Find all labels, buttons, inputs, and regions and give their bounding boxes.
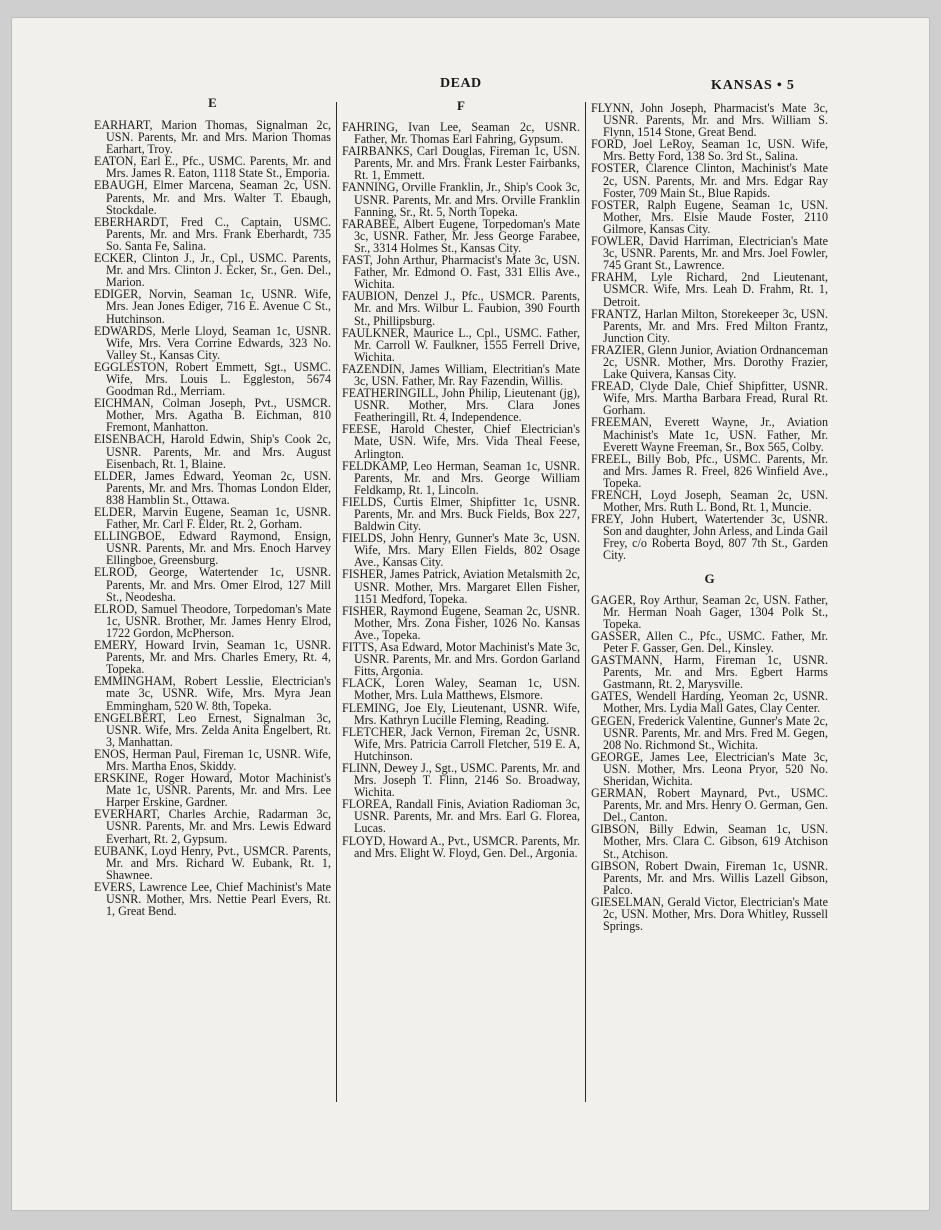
- list-item: FISHER, James Patrick, Aviation Metalsmith 2c, USNR. Mother, Mrs. Margaret Ellen Fisher, 1151 Medford, Topeka.: [342, 567, 580, 606]
- list-item: ELDER, James Edward, Yeoman 2c, USN. Parents, Mr. and Mrs. Thomas London Elder, 838 Hamblin St., Ottawa.: [94, 468, 331, 507]
- list-item: FLETCHER, Jack Vernon, Fireman 2c, USNR. Wife, Mrs. Patricia Carroll Fletcher, 519 E. A, Hutchinson.: [342, 724, 580, 763]
- list-item: FAULKNER, Maurice L., Cpl., USMC. Father, Mr. Carroll W. Faulkner, 1555 Ferrell Drive, Wichita.: [342, 325, 580, 364]
- list-item: FREEMAN, Everett Wayne, Jr., Aviation Machinist's Mate 1c, USN. Father, Mr. Everett Wayne Freeman, Sr., Box 565, Colby.: [591, 415, 828, 454]
- column-3: [591, 102, 828, 932]
- list-item: GIESELMAN, Gerald Victor, Electrician's Mate 2c, USN. Mother, Mrs. Dora Whitley, Russell Springs.: [591, 894, 828, 934]
- list-item: FLOREA, Randall Finis, Aviation Radioman 3c, USNR. Parents, Mr. and Mrs. Earl G. Florea, Lucas.: [342, 797, 580, 836]
- list-item: ELDER, Marvin Eugene, Seaman 1c, USNR. Father, Mr. Carl F. Elder, Rt. 2, Gorham.: [94, 505, 331, 532]
- list-item: FEESE, Harold Chester, Chief Electrician's Mate, USN. Wife, Mrs. Vida Theal Feese, Arlington.: [342, 422, 580, 461]
- list-item: EATON, Earl E., Pfc., USMC. Parents, Mr. and Mrs. James R. Eaton, 1118 State St., Emporia.: [94, 154, 331, 181]
- list-item: EMERY, Howard Irvin, Seaman 1c, USNR. Parents, Mr. and Mrs. Charles Emery, Rt. 4, Topeka.: [94, 638, 331, 677]
- list-item: EISENBACH, Harold Edwin, Ship's Cook 2c, USNR. Parents, Mr. and Mrs. August Eisenbach, Rt. 1, Blaine.: [94, 432, 331, 471]
- list-item: GASSER, Allen C., Pfc., USMC. Father, Mr. Peter F. Gasser, Gen. Del., Kinsley.: [591, 628, 828, 655]
- state-and-page-number: KANSAS • 5: [711, 78, 795, 93]
- list-item: FREEL, Billy Bob, Pfc., USMC. Parents, Mr. and Mrs. James R. Freel, 826 Winfield Ave., Topeka.: [591, 451, 828, 490]
- list-item: ENOS, Herman Paul, Fireman 1c, USNR. Wife, Mrs. Martha Enos, Skiddy.: [94, 746, 331, 773]
- list-item: FOSTER, Ralph Eugene, Seaman 1c, USN. Mother, Mrs. Elsie Maude Foster, 2110 Gilmore, Kansas City.: [591, 197, 828, 236]
- list-item: GASTMANN, Harm, Fireman 1c, USNR. Parents, Mr. and Mrs. Egbert Harms Gastmann, Rt. 2, Marysville.: [591, 653, 828, 692]
- list-item: FIELDS, Curtis Elmer, Shipfitter 1c, USNR. Parents, Mr. and Mrs. Buck Fields, Box 227, Baldwin City.: [342, 494, 580, 534]
- list-item: GAGER, Roy Arthur, Seaman 2c, USN. Father, Mr. Herman Noah Gager, 1304 Polk St., Topeka.: [591, 592, 828, 631]
- list-item: FAST, John Arthur, Pharmacist's Mate 3c, USN. Father, Mr. Edmond O. Fast, 331 Ellis Ave., Wichita.: [342, 253, 580, 292]
- section-letter: G: [704, 570, 715, 586]
- column-2: [342, 96, 580, 859]
- list-item: FLACK, Loren Waley, Seaman 1c, USN. Mother, Mrs. Lula Matthews, Elsmore.: [342, 676, 580, 703]
- list-item: ECKER, Clinton J., Jr., Cpl., USMC. Parents, Mr. and Mrs. Clinton J. Ecker, Sr., Gen. Del., Marion.: [94, 251, 331, 290]
- list-item: GEORGE, James Lee, Electrician's Mate 3c, USN. Mother, Mrs. Leona Pryor, 520 No. Sheridan, Wichita.: [591, 749, 828, 788]
- list-item: FISHER, Raymond Eugene, Seaman 2c, USNR. Mother, Mrs. Zona Fisher, 1026 No. Kansas Ave., Topeka.: [342, 603, 580, 642]
- list-item: FREY, John Hubert, Watertender 3c, USNR. Son and daughter, John Arless, and Linda Gail Frey, c/o Roberta Boyd, 807 7th St., Garden City.: [591, 512, 828, 563]
- list-item: EDIGER, Norvin, Seaman 1c, USNR. Wife, Mrs. Jean Jones Ediger, 716 E. Avenue C St., Hutchinson.: [94, 287, 331, 326]
- column-1: [94, 96, 331, 917]
- list-item: FANNING, Orville Franklin, Jr., Ship's Cook 3c, USNR. Parents, Mr. and Mrs. Orville Franklin Fanning, Sr., Rt. 5, North Topeka.: [342, 180, 580, 219]
- list-item: FREAD, Clyde Dale, Chief Shipfitter, USNR. Wife, Mrs. Martha Barbara Fread, Rural Rt. Gorham.: [591, 379, 828, 418]
- column-divider-right: [585, 102, 586, 1102]
- section-letter: E: [208, 95, 217, 110]
- column-divider-left: [336, 102, 337, 1102]
- list-item: FORD, Joel LeRoy, Seaman 1c, USN. Wife, Mrs. Betty Ford, 138 So. 3rd St., Salina.: [591, 137, 828, 164]
- list-item: FLINN, Dewey J., Sgt., USMC. Parents, Mr. and Mrs. Joseph T. Flinn, 2146 So. Broadway, Wichita.: [342, 760, 580, 800]
- list-item: EBAUGH, Elmer Marcena, Seaman 2c, USN. Parents, Mr. and Mrs. Walter T. Ebaugh, Stockdale.: [94, 178, 331, 217]
- list-item: FLOYD, Howard A., Pvt., USMCR. Parents, Mr. and Mrs. Elight W. Floyd, Gen. Del., Argonia.: [342, 833, 580, 860]
- list-item: GIBSON, Robert Dwain, Fireman 1c, USNR. Parents, Mr. and Mrs. Willis Lazell Gibson, Palco.: [591, 858, 828, 897]
- list-item: EMMINGHAM, Robert Lesslie, Electrician's mate 3c, USNR. Wife, Mrs. Myra Jean Emmingham, 520 W. 8th, Topeka.: [94, 674, 331, 713]
- list-item: EBERHARDT, Fred C., Captain, USMC. Parents, Mr. and Mrs. Frank Eberhardt, 735 So. Santa Fe, Salina.: [94, 214, 331, 253]
- list-item: FAHRING, Ivan Lee, Seaman 2c, USNR. Father, Mr. Thomas Earl Fahring, Gypsum.: [342, 120, 580, 147]
- page-title: DEAD: [440, 76, 482, 91]
- list-item: GEGEN, Frederick Valentine, Gunner's Mate 2c, USNR. Parents, Mr. and Mrs. Fred M. Gegen, 208 No. Richmond St., Wichita.: [591, 713, 828, 752]
- list-item: GIBSON, Billy Edwin, Seaman 1c, USN. Mother, Mrs. Clara C. Gibson, 619 Atchison St., Atchison.: [591, 822, 828, 861]
- list-item: EDWARDS, Merle Lloyd, Seaman 1c, USNR. Wife, Mrs. Vera Corrine Edwards, 323 No. Valley St., Kansas City.: [94, 323, 331, 362]
- list-item: FOWLER, David Harriman, Electrician's Mate 3c, USNR. Parents, Mr. and Mrs. Joel Fowler, 745 Grant St., Lawrence.: [591, 234, 828, 273]
- list-item: FOSTER, Clarence Clinton, Machinist's Mate 2c, USN. Parents, Mr. and Mrs. Edgar Ray Foster, 709 Main St., Blue Rapids.: [591, 161, 828, 200]
- list-item: FRAHM, Lyle Richard, 2nd Lieutenant, USMCR. Wife, Mrs. Leah D. Frahm, Rt. 1, Detroit.: [591, 270, 828, 309]
- list-item: FRAZIER, Glenn Junior, Aviation Ordnanceman 2c, USNR. Mother, Mrs. Dorothy Frazier, Lake Quivera, Kansas City.: [591, 342, 828, 382]
- list-item: FRANTZ, Harlan Milton, Storekeeper 3c, USN. Parents, Mr. and Mrs. Fred Milton Frantz, Junction City.: [591, 306, 828, 345]
- list-item: FAUBION, Denzel J., Pfc., USMCR. Parents, Mr. and Mrs. Wilbur L. Faubion, 390 Fourth St., Phillipsburg.: [342, 289, 580, 328]
- list-item: ELROD, Samuel Theodore, Torpedoman's Mate 1c, USNR. Brother, Mr. James Henry Elrod, 1722 Gordon, McPherson.: [94, 601, 331, 640]
- list-item: EGGLESTON, Robert Emmett, Sgt., USMC. Wife, Mrs. Louis L. Eggleston, 5674 Goodman Rd., Merriam.: [94, 359, 331, 399]
- list-item: FRENCH, Loyd Joseph, Seaman 2c, USN. Mother, Mrs. Ruth L. Bond, Rt. 1, Muncie.: [591, 488, 828, 515]
- list-item: EARHART, Marion Thomas, Signalman 2c, USN. Parents, Mr. and Mrs. Marion Thomas Earhart, Troy.: [94, 118, 331, 157]
- list-item: FEATHERINGILL, John Philip, Lieutenant (jg), USNR. Mother, Mrs. Clara Jones Featheringill, Rt. 4, Independence.: [342, 386, 580, 425]
- list-item: EICHMAN, Colman Joseph, Pvt., USMCR. Mother, Mrs. Agatha B. Eichman, 810 Fremont, Manhatton.: [94, 396, 331, 435]
- section-letter: F: [457, 98, 465, 113]
- list-item: FELDKAMP, Leo Herman, Seaman 1c, USNR. Parents, Mr. and Mrs. George William Feldkamp, Rt. 1, Lincoln.: [342, 458, 580, 497]
- list-item: FLYNN, John Joseph, Pharmacist's Mate 3c, USNR. Parents, Mr. and Mrs. William S. Flynn, 1514 Stone, Great Bend.: [591, 101, 828, 140]
- list-item: FLEMING, Joe Ely, Lieutenant, USNR. Wife, Mrs. Kathryn Lucille Fleming, Reading.: [342, 700, 580, 727]
- list-item: EVERS, Lawrence Lee, Chief Machinist's Mate USNR. Mother, Mrs. Nettie Pearl Evers, Rt. 1, Great Bend.: [94, 879, 331, 919]
- list-item: FARABEE, Albert Eugene, Torpedoman's Mate 3c, USNR. Father, Mr. Jess George Farabee, Sr., 3314 Holmes St., Kansas City.: [342, 216, 580, 255]
- list-item: GATES, Wendell Harding, Yeoman 2c, USNR. Mother, Mrs. Lydia Mall Gates, Clay Center.: [591, 689, 828, 716]
- list-item: FIELDS, John Henry, Gunner's Mate 3c, USN. Wife, Mrs. Mary Ellen Fields, 802 Osage Ave., Kansas City.: [342, 531, 580, 570]
- list-item: EUBANK, Loyd Henry, Pvt., USMCR. Parents, Mr. and Mrs. Richard W. Eubank, Rt. 1, Shawnee.: [94, 843, 331, 882]
- list-item: FITTS, Asa Edward, Motor Machinist's Mate 3c, USNR. Parents, Mr. and Mrs. Gordon Garland Fitts, Argonia.: [342, 640, 580, 679]
- list-item: ELROD, George, Watertender 1c, USNR. Parents, Mr. and Mrs. Omer Elrod, 127 Mill St., Neodesha.: [94, 565, 331, 604]
- list-item: FAIRBANKS, Carl Douglas, Fireman 1c, USN. Parents, Mr. and Mrs. Frank Lester Fairbanks, Rt. 1, Emmett.: [342, 144, 580, 183]
- list-item: GERMAN, Robert Maynard, Pvt., USMC. Parents, Mr. and Mrs. Henry O. German, Gen. Del., Canton.: [591, 786, 828, 825]
- list-item: FAZENDIN, James William, Electritian's Mate 3c, USN. Father, Mr. Ray Fazendin, Willis.: [342, 361, 580, 388]
- list-item: EVERHART, Charles Archie, Radarman 3c, USNR. Parents, Mr. and Mrs. Lewis Edward Everhart, Rt. 2, Gypsum.: [94, 807, 331, 846]
- list-item: ENGELBERT, Leo Ernest, Signalman 3c, USNR. Wife, Mrs. Zelda Anita Engelbert, Rt. 3, Manhattan.: [94, 710, 331, 749]
- list-item: ELLINGBOE, Edward Raymond, Ensign, USNR. Parents, Mr. and Mrs. Enoch Harvey Ellingboe, Greensburg.: [94, 529, 331, 568]
- list-item: ERSKINE, Roger Howard, Motor Machinist's Mate 1c, USNR. Parents, Mr. and Mrs. Lee Harper Erskine, Gardner.: [94, 771, 331, 810]
